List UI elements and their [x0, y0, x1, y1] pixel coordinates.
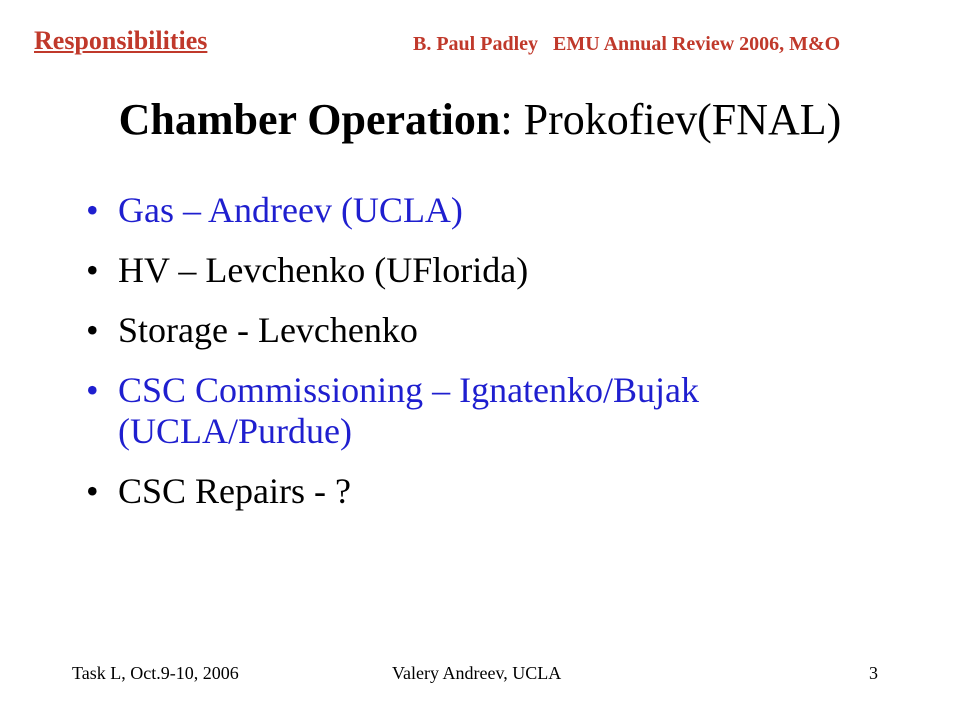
- bullet-list: [86, 190, 936, 531]
- bullet-item-hv: [86, 250, 936, 291]
- bullet-marker: •: [86, 310, 99, 350]
- header-info: [413, 33, 840, 56]
- title-rest: : Prokofiev(FNAL): [500, 95, 842, 144]
- slide-title: [0, 92, 960, 148]
- bullet-text: CSC Commissioning – Ignatenko/Bujak: [118, 370, 700, 410]
- footer-presenter: Valery Andreev, UCLA: [392, 663, 562, 683]
- bullet-item-storage: [86, 310, 936, 351]
- bullet-text: HV – Levchenko (UFlorida): [118, 250, 529, 290]
- section-label: Responsibilities: [34, 26, 208, 55]
- bullet-marker: •: [86, 250, 99, 290]
- bullet-marker: •: [86, 190, 99, 230]
- header-author: B. Paul Padley: [413, 33, 539, 55]
- page-number: 3: [869, 663, 878, 683]
- footer-date: Task L, Oct.9-10, 2006: [72, 663, 239, 683]
- bullet-marker: •: [86, 471, 99, 511]
- bullet-text: CSC Repairs - ?: [118, 471, 351, 511]
- bullet-text: Storage - Levchenko: [118, 310, 418, 350]
- header-event: EMU Annual Review 2006, M&O: [553, 33, 841, 55]
- bullet-marker: •: [86, 370, 99, 410]
- bullet-item-commissioning: [86, 370, 936, 452]
- title-bold-part: Chamber Operation: [118, 95, 501, 144]
- bullet-item-repairs: [86, 471, 936, 512]
- bullet-text: Gas – Andreev (UCLA): [118, 190, 463, 230]
- bullet-text-continued: (UCLA/Purdue): [118, 411, 352, 451]
- bullet-item-gas: [86, 190, 936, 231]
